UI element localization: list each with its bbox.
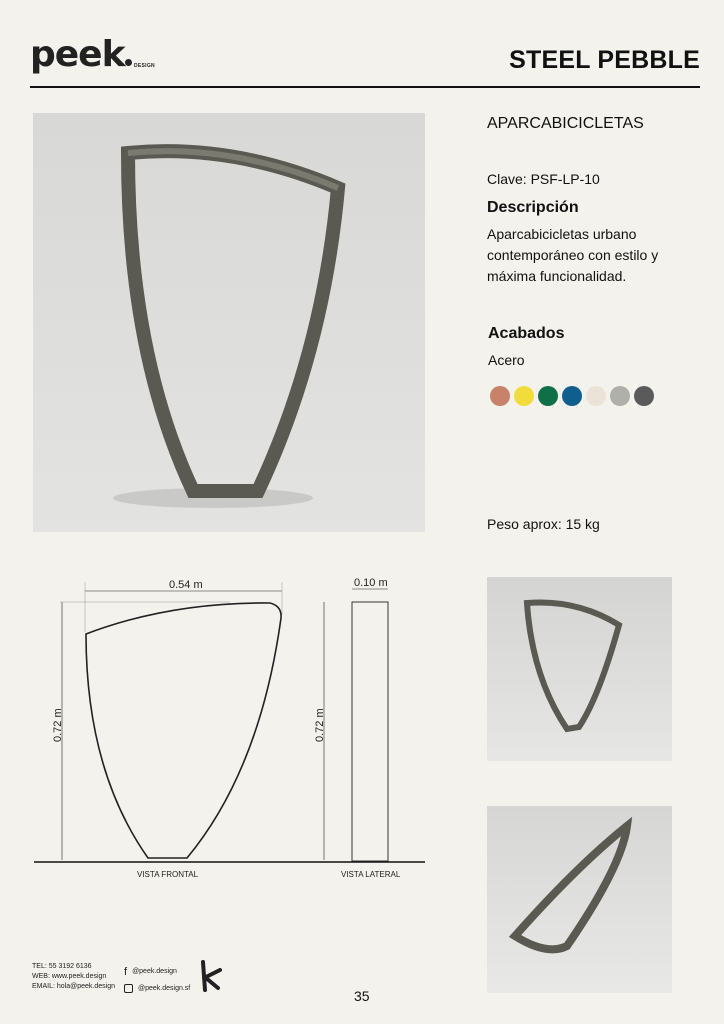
swatch-dark-gray [634,386,654,406]
product-code: Clave: PSF-LP-10 [487,171,600,187]
brand-logo [30,34,132,75]
front-height-dimension: 0.72 m [52,708,64,742]
swatch-cream [586,386,606,406]
logo-dot [125,59,132,66]
technical-drawing [30,570,430,890]
product-photo-top [487,806,672,993]
depth-dimension: 0.10 m [354,577,388,589]
contact-tel: TEL: 55 3192 6136 [32,963,92,970]
finish-value: Acero [488,352,525,368]
swatch-light-gray [610,386,630,406]
side-view-caption: VISTA LATERAL [341,870,401,879]
swatch-green [538,386,558,406]
instagram-handle: @peek.design.sf [138,985,191,992]
logo-text: peek [30,34,125,75]
instagram-icon [124,984,133,993]
finishes-heading: Acabados [488,325,565,342]
facebook-handle: @peek.design [132,968,177,975]
swatch-yellow [514,386,534,406]
header-divider [30,86,700,88]
product-photo-angle [487,577,672,761]
social-links [124,963,190,997]
contact-web: WEB: www.peek.design [32,973,107,980]
page-number: 35 [354,988,370,1004]
front-view-caption: VISTA FRONTAL [137,870,199,879]
swatch-terracotta [490,386,510,406]
description-heading: Descripción [487,199,579,216]
product-main-photo [33,113,425,532]
page-title: STEEL PEBBLE [509,46,700,74]
brand-k-icon [198,960,224,992]
width-dimension: 0.54 m [169,579,203,591]
logo-subtitle: DESIGN [134,63,155,69]
description-text: Aparcabicicletas urbano contemporáneo con estilo y máxima funcionalidad. [487,226,659,284]
contact-email: EMAIL: hola@peek.design [32,983,115,990]
facebook-icon: f [124,965,128,978]
weight-text: Peso aprox: 15 kg [487,516,600,532]
contact-info [32,962,115,992]
color-swatches [490,386,654,406]
bike-rack-render [33,113,425,532]
swatch-blue [562,386,582,406]
side-height-dimension: 0.72 m [314,708,326,742]
product-category: APARCABICICLETAS [487,115,644,132]
